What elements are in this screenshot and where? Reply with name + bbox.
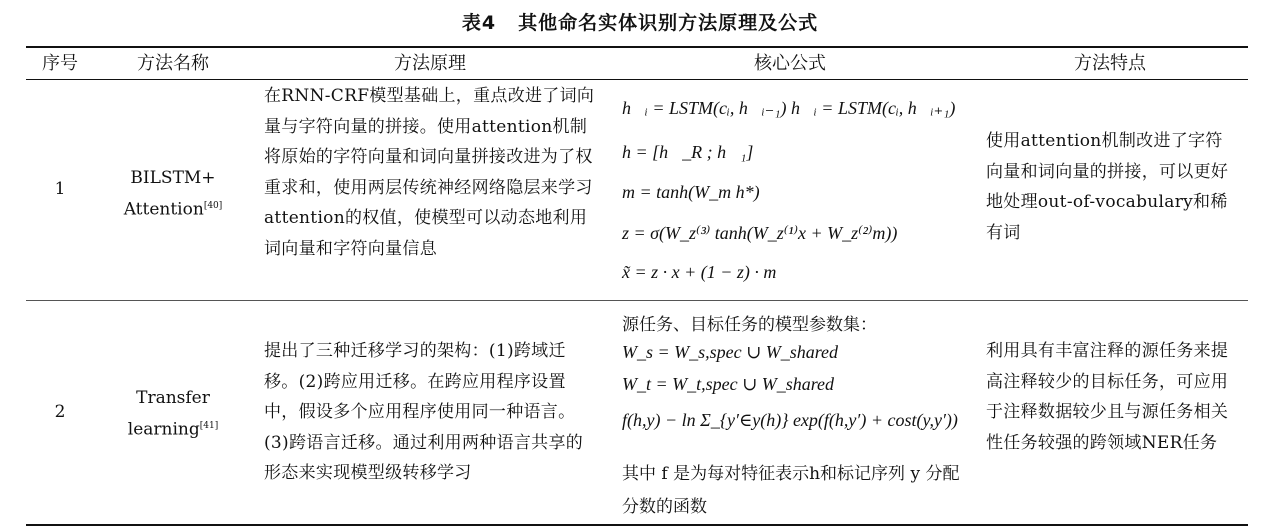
method-principle: 在RNN-CRF模型基础上，重点改进了词向量与字符向量的拼接。使用attention机制将原始的字符向量和词向量拼接改进为了权重求和，使用两层传统神经网络隐层来学习attention的权值，使模型可以动态地利用词向量和字符向量信息 (264, 86, 595, 259)
formula-note: 其中 f 是为每对特征表示h和标记序列 y 分配分数的函数 (622, 464, 960, 517)
header-method-name: 方法名称 (137, 53, 209, 74)
method-feature: 利用具有丰富注释的源任务来提高注释较少的目标任务，可应用于注释数据较少且与源任务相关性任务较强的跨领域NER任务 (986, 341, 1229, 453)
method-name (94, 164, 252, 224)
formula: f(h,y) − ln Σ_{y′∈y(h)} exp(f(h,y′) + cost(y,y′)) (622, 410, 958, 430)
row-divider (26, 300, 1248, 301)
row-index: 2 (54, 402, 66, 422)
formula: x̃ = z · x + (1 − z) · m (622, 262, 777, 282)
formula: W_s = W_s,spec ∪ W_shared (622, 342, 839, 362)
table-caption (0, 8, 1280, 35)
method-feature: 使用attention机制改进了字符向量和词向量的拼接，可以更好地处理out-of-vocabulary和稀有词 (986, 131, 1229, 243)
formula: z = σ(W_z⁽³⁾ tanh(W_z⁽¹⁾x + W_z⁽²⁾m)) (622, 223, 898, 243)
header-principle: 方法原理 (394, 53, 466, 74)
method-name (94, 384, 252, 444)
formula: W_t = W_t,spec ∪ W_shared (622, 374, 835, 394)
header-rule (26, 79, 1248, 80)
header-formula: 核心公式 (754, 53, 826, 74)
caption-number: 表4 (461, 12, 497, 34)
method-name-line2: Attention (123, 199, 204, 220)
method-name-line1: BILSTM+ (130, 168, 216, 188)
method-name-line1: Transfer (136, 388, 210, 408)
row-index: 1 (54, 179, 66, 199)
reference: [41] (199, 421, 219, 431)
formula: h = [h⃗_R ; h⃖₁] (622, 142, 754, 162)
header-index: 序号 (42, 53, 78, 74)
bottom-rule (26, 524, 1248, 526)
method-name-line2: learning (127, 419, 200, 440)
formula-intro: 源任务、目标任务的模型参数集： (622, 315, 877, 335)
method-principle: 提出了三种迁移学习的架构：(1)跨域迁移。(2)跨应用迁移。在跨应用程序设置中，假设多个应用程序使用同一种语言。(3)跨语言迁移。通过利用两种语言共享的形态来实现模型级转移学习 (264, 341, 584, 483)
formula: h⃗ᵢ = LSTM(cᵢ, h⃗ᵢ₋₁) h⃖ᵢ = LSTM(cᵢ, h⃖ᵢ₊₁) (622, 98, 956, 118)
reference: [40] (203, 201, 223, 211)
header-feature: 方法特点 (1074, 53, 1146, 74)
formula: m = tanh(W_m h*) (622, 182, 760, 202)
caption-title: 其他命名实体识别方法原理及公式 (518, 12, 819, 34)
